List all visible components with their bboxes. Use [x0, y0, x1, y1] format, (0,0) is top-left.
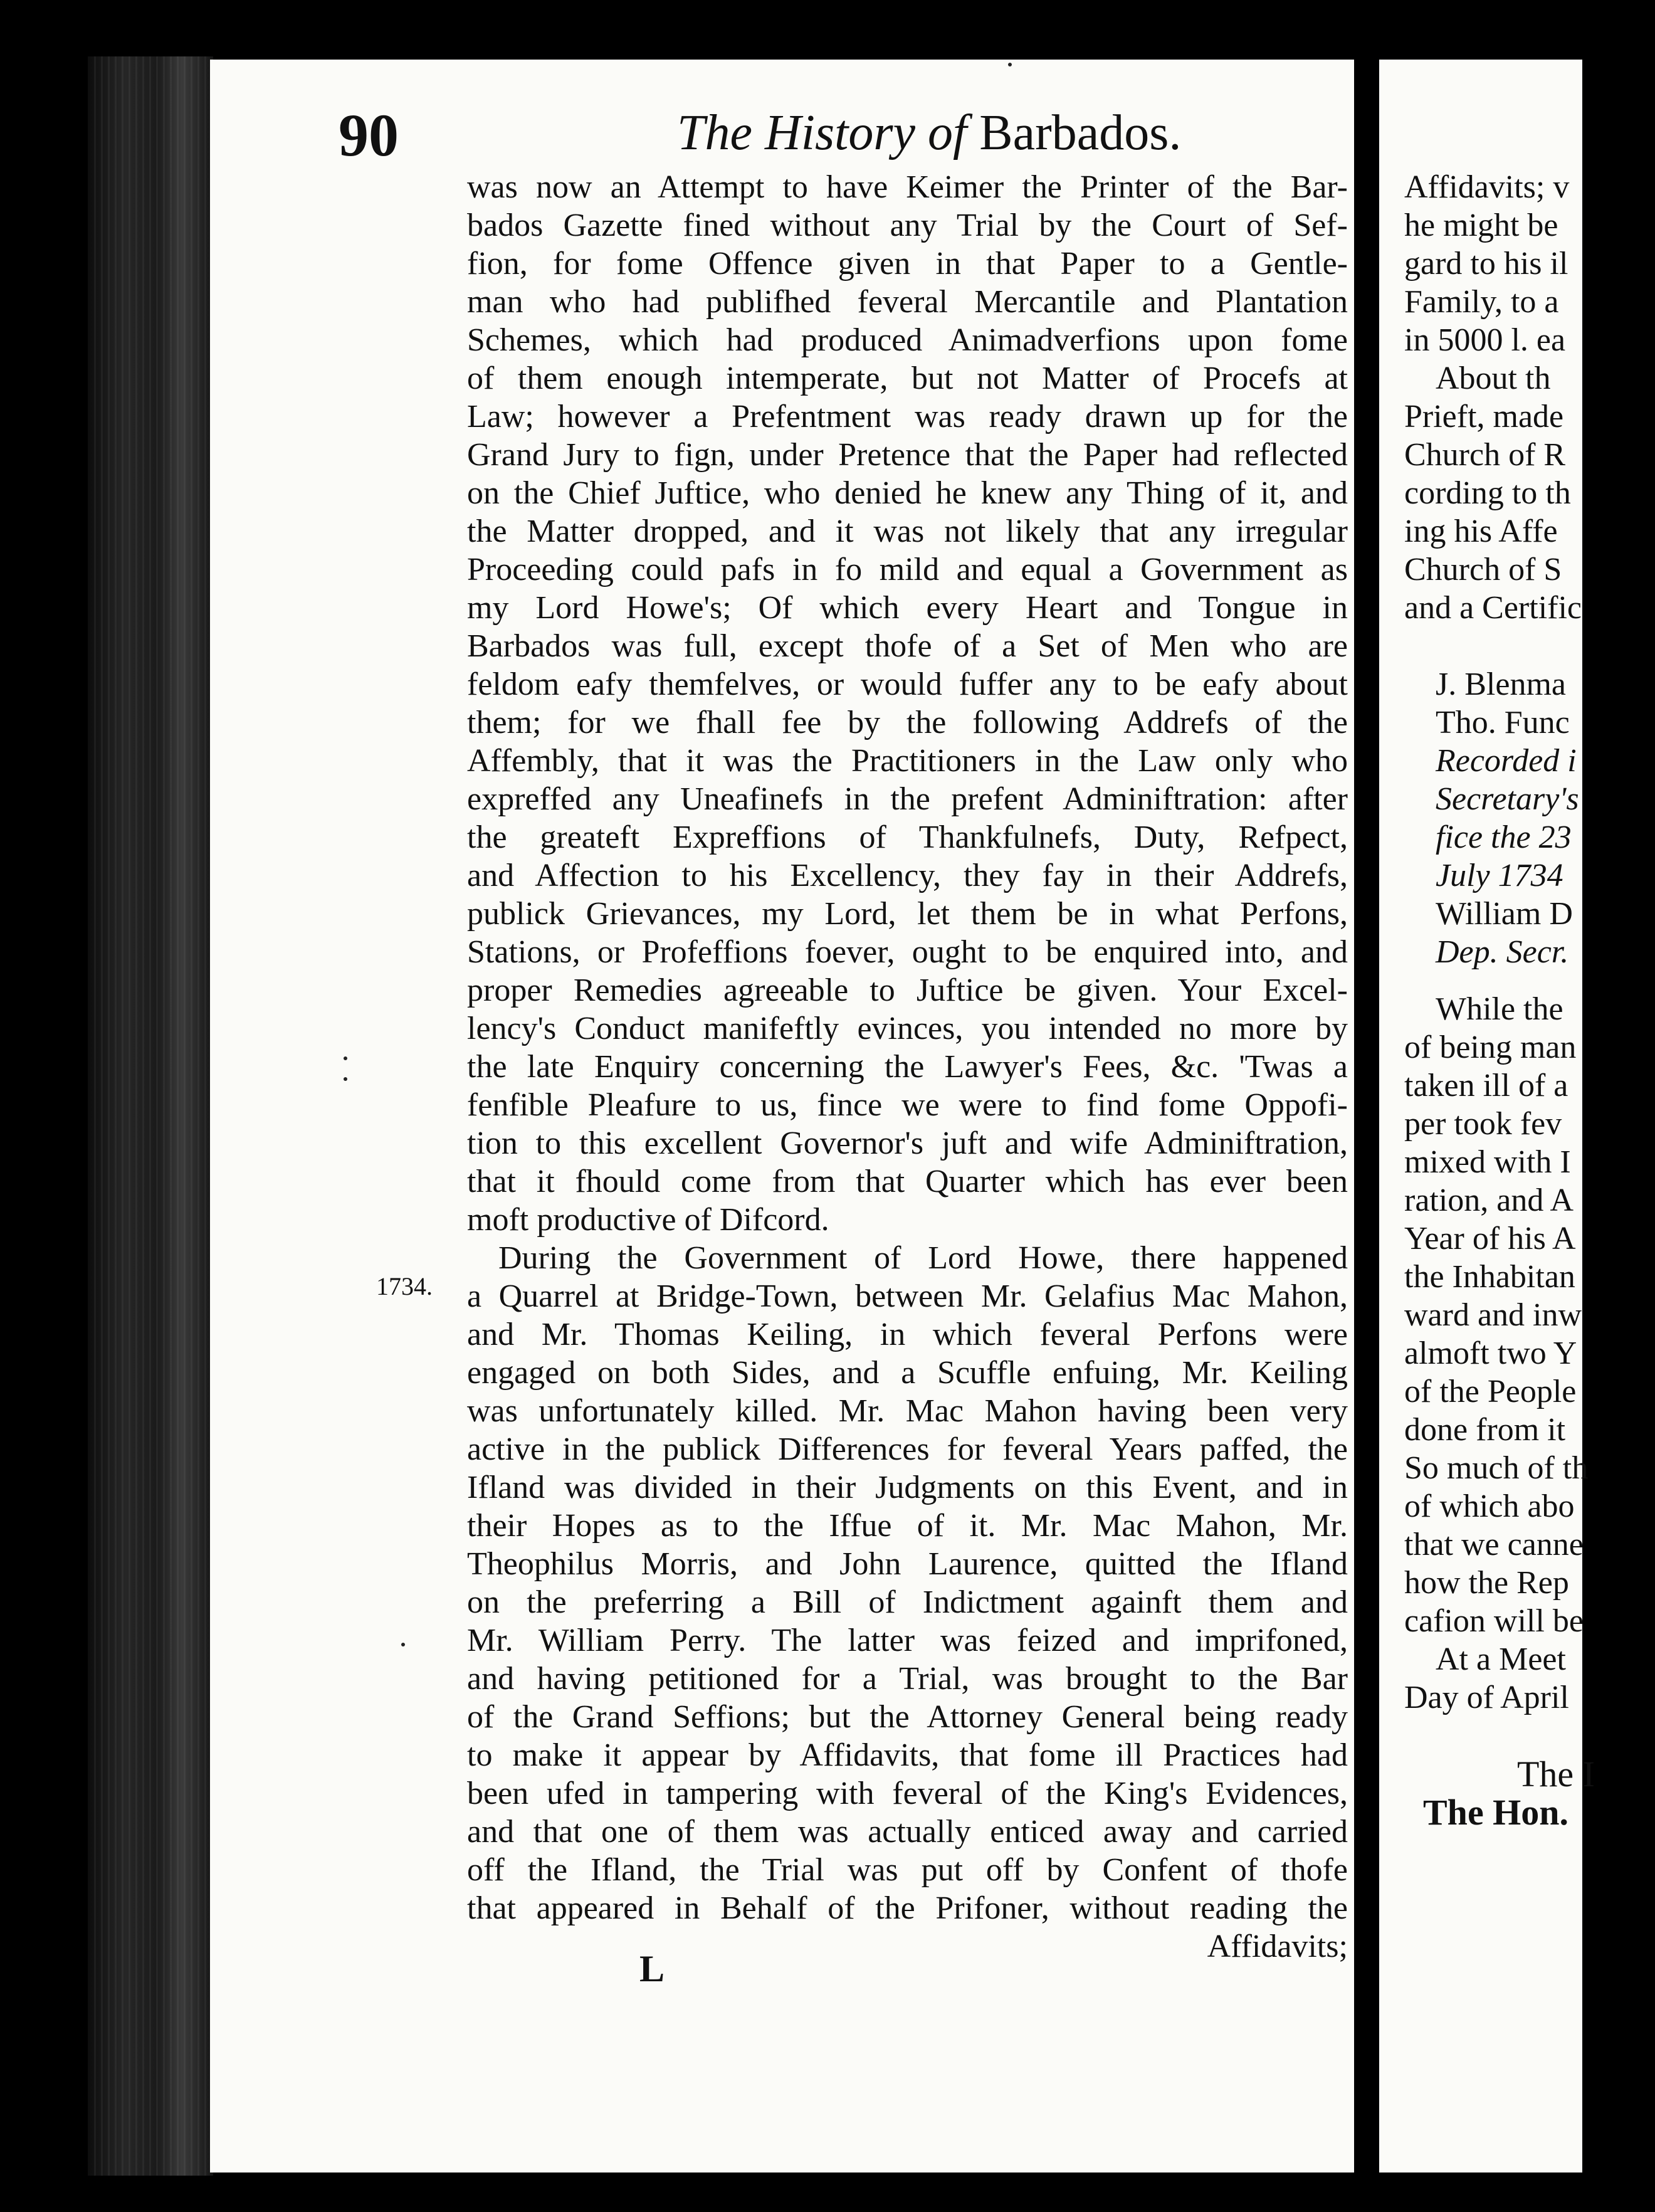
text-line: Prieft, made [1404, 399, 1564, 434]
text-line: their Hopes as to the Iffue of it. Mr. Mac Mahon, Mr. [467, 1508, 1348, 1544]
text-line: ing his Affe [1404, 514, 1558, 549]
text-line: Affembly, that it was the Practitioners in the Law only who [467, 743, 1348, 779]
text-line: cording to th [1404, 475, 1571, 511]
text-line: About th [1436, 361, 1551, 396]
text-line: cafion will be [1404, 1603, 1584, 1639]
text-line: taken ill of a [1404, 1068, 1568, 1103]
text-line: in 5000 l. ea [1404, 322, 1566, 358]
text-line: publick Grievances, my Lord, let them be in what Perfons, [467, 896, 1348, 932]
text-line: and Mr. Thomas Keiling, in which feveral Perfons were [467, 1317, 1348, 1352]
text-line: ration, and A [1404, 1182, 1574, 1218]
text-line: on the Chief Juftice, who denied he knew any Thing of it, and [467, 475, 1348, 511]
catchword: Affidavits; [1207, 1929, 1348, 1964]
text-line: The Hon. [1423, 1792, 1569, 1833]
text-line: Proceeding could pafs in fo mild and equal a Government as [467, 552, 1348, 587]
ink-speck [1008, 63, 1012, 66]
text-line: he might be [1404, 208, 1558, 243]
ink-speck [344, 1056, 347, 1060]
text-line: Barbados was full, except thofe of a Set of Men who are [467, 628, 1348, 664]
text-line: During the Government of Lord Howe, there happened [498, 1240, 1348, 1276]
running-head-italic: The History of [677, 105, 980, 161]
text-line: Theophilus Morris, and John Laurence, quitted the Ifland [467, 1546, 1348, 1582]
right-page-body [1404, 168, 1655, 1831]
text-line: of the Grand Seffions; but the Attorney General being ready [467, 1699, 1348, 1735]
text-line: William D [1436, 896, 1573, 932]
running-head-place: Barbados. [979, 105, 1182, 161]
text-line: Schemes, which had produced Animadverfions upon fome [467, 322, 1348, 358]
text-line: Affidavits; v [1404, 169, 1570, 205]
text-line: proper Remedies agreeable to Juftice be given. Your Excel- [467, 972, 1348, 1008]
text-line: them; for we fhall fee by the following Addrefs of the [467, 705, 1348, 740]
text-line: The I [1517, 1754, 1595, 1794]
text-line: J. Blenma [1436, 666, 1566, 702]
text-line: tion to this excellent Governor's juft and wife Adminiftration, [467, 1125, 1348, 1161]
text-line: Stations, or Profeffions foever, ought to be enquired into, and [467, 934, 1348, 970]
text-line: almoft two Y [1404, 1335, 1577, 1371]
text-line: fenfible Pleafure to us, fince we were to find fome Oppofi- [467, 1087, 1348, 1123]
text-line: Family, to a [1404, 284, 1559, 320]
text-line: mixed with I [1404, 1144, 1571, 1180]
text-line: Tho. Func [1436, 705, 1570, 740]
text-line: Law; however a Prefentment was ready drawn up for the [467, 399, 1348, 434]
text-line: active in the publick Differences for feveral Years paffed, the [467, 1431, 1348, 1467]
text-line: At a Meet [1436, 1641, 1566, 1677]
text-line: and that one of them was actually enticed away and carried [467, 1814, 1348, 1850]
text-line: fice the 23 [1436, 819, 1572, 855]
text-line: Year of his A [1404, 1221, 1576, 1256]
text-line: the Inhabitan [1404, 1259, 1575, 1295]
text-line: the Matter dropped, and it was not likely that any irregular [467, 514, 1348, 549]
text-line: So much of th [1404, 1450, 1589, 1486]
running-head [677, 105, 1182, 161]
text-line: fion, for fome Offence given in that Paper to a Gentle- [467, 246, 1348, 282]
text-line: my Lord Howe's; Of which every Heart and Tongue in [467, 590, 1348, 626]
left-page-body [467, 168, 1348, 1966]
text-line: been ufed in tampering with feveral of the King's Evidences, [467, 1776, 1348, 1811]
text-line: Mr. William Perry. The latter was feized and imprifoned, [467, 1623, 1348, 1658]
text-line: the greateft Expreffions of Thankfulnefs, Duty, Refpect, [467, 819, 1348, 855]
text-line: Church of R [1404, 437, 1566, 473]
text-line: done from it [1404, 1412, 1566, 1448]
ink-speck [344, 1077, 347, 1081]
text-line: Church of S [1404, 552, 1562, 587]
text-line: of the People [1404, 1374, 1577, 1409]
text-line: engaged on both Sides, and a Scuffle enfuing, Mr. Keiling [467, 1355, 1348, 1391]
text-line: a Quarrel at Bridge-Town, between Mr. Gelafius Mac Mahon, [467, 1278, 1348, 1314]
text-line: that appeared in Behalf of the Prifoner, without reading the [467, 1890, 1348, 1926]
text-line: expreffed any Uneafinefs in the prefent Adminiftration: after [467, 781, 1348, 817]
text-line: the late Enquiry concerning the Lawyer's Fees, &c. 'Twas a [467, 1049, 1348, 1085]
text-line: Dep. Secr. [1436, 934, 1569, 970]
ink-speck [401, 1643, 405, 1646]
text-line: of being man [1404, 1030, 1577, 1065]
text-line: Recorded i [1436, 743, 1577, 779]
text-line: Ifland was divided in their Judgments on this Event, and in [467, 1470, 1348, 1505]
page-gutter [1354, 60, 1379, 2172]
text-line: of which abo [1404, 1488, 1575, 1524]
text-line: off the Ifland, the Trial was put off by Confent of thofe [467, 1852, 1348, 1888]
text-line: was now an Attempt to have Keimer the Printer of the Bar- [467, 169, 1348, 205]
text-line: feldom eafy themfelves, or would fuffer any to be eafy about [467, 666, 1348, 702]
text-line: to make it appear by Affidavits, that fome ill Practices had [467, 1737, 1348, 1773]
page-number: 90 [339, 102, 399, 169]
text-line: Grand Jury to fign, under Pretence that the Paper had reflected [467, 437, 1348, 473]
margin-year-note: 1734. [376, 1272, 433, 1300]
text-line: man who had publifhed feveral Mercantile and Plantation [467, 284, 1348, 320]
text-line: July 1734 [1436, 858, 1563, 893]
signature-mark: L [639, 1948, 665, 1989]
text-line: that we canne [1404, 1527, 1584, 1562]
text-line: Day of April [1404, 1680, 1569, 1715]
text-line: per took fev [1404, 1106, 1562, 1142]
text-line: and having petitioned for a Trial, was brought to the Bar [467, 1661, 1348, 1697]
text-line: lency's Conduct manifeftly evinces, you intended no more by [467, 1011, 1348, 1046]
book-spine-texture [94, 56, 207, 2176]
text-line: bados Gazette fined without any Trial by the Court of Sef- [467, 208, 1348, 243]
text-line: moft productive of Difcord. [467, 1202, 829, 1238]
text-line: that it fhould come from that Quarter which has ever been [467, 1164, 1348, 1199]
text-line: and Affection to his Excellency, they fay in their Addrefs, [467, 858, 1348, 893]
text-line: Secretary's [1436, 781, 1579, 817]
text-line: While the [1436, 991, 1563, 1027]
text-line: of them enough intemperate, but not Matter of Procefs at [467, 361, 1348, 396]
text-line: on the preferring a Bill of Indictment againft them and [467, 1584, 1348, 1620]
text-line: gard to his il [1404, 246, 1568, 282]
text-line: was unfortunately killed. Mr. Mac Mahon having been very [467, 1393, 1348, 1429]
text-line: how the Rep [1404, 1565, 1569, 1601]
text-line: and a Certific [1404, 590, 1582, 626]
text-line: ward and inw [1404, 1297, 1582, 1333]
